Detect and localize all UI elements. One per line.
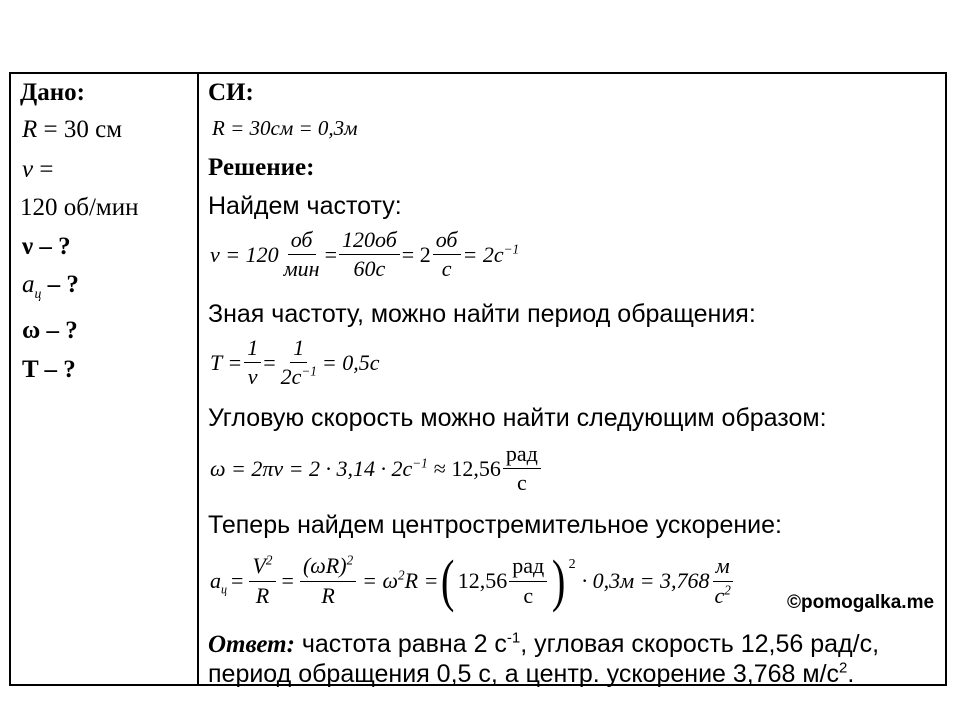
formula-angular-velocity: $\omega = 2\pi\nu = 2 \cdot 3,14 \cdot 2с^{-1}$ ≈ 12,56 $\frac{\text{рад}}{с}$ [210, 442, 543, 495]
given-frequency-value: 120 об/мин [20, 194, 139, 221]
find-angular-velocity: ω – ? [22, 317, 78, 344]
step-find-frequency: Найдем частоту: [208, 192, 402, 220]
given-frequency-label: ν = [22, 156, 54, 183]
si-formula: R = 30см = 0,3м [212, 116, 358, 140]
formula-centripetal-acceleration: $a_ц$ = $\frac{V^2}{R}$ = $\frac{(\omega R)^2}{R}$ = $\omega^2R$ = ( 12,56 $\frac{\text{рад}}{с}$ ) $^2$ · 0,3м = 3,768 $\frac{м}{с^2}$ [210, 548, 731, 613]
formula-period: T = $\frac{1}{\nu}$ = $\frac{1}{2с^{-1}}$ = 0,5с [210, 335, 380, 390]
formula-frequency: ν = 120 $\frac{об}{\text{мин}}$ = $\frac{120об}{60с}$ = 2 $\frac{об}{с}$ = $2с^{-1}$ [210, 227, 520, 282]
answer-line-1: Ответ: частота равна 2 $с^{-1}$, угловая скорость 12,56 рад/с, [208, 629, 880, 658]
given-header: Дано: [20, 79, 85, 106]
step-find-angular-velocity: Угловую скорость можно найти следующим образом: [208, 404, 827, 432]
watermark: ©pomogalka.me [787, 592, 935, 613]
answer-line-2: период обращения 0,5 с, а центр. ускорение 3,768 $м/с^2$. [208, 659, 855, 688]
find-period: T – ? [22, 356, 76, 383]
given-radius: R = 30 см [22, 116, 123, 143]
si-header: СИ: [208, 79, 254, 106]
step-find-centripetal-acceleration: Теперь найдем центростремительное ускорение: [208, 511, 782, 539]
column-divider [197, 72, 199, 686]
solution-header: Решение: [208, 154, 315, 181]
find-frequency: ν – ? [22, 233, 71, 260]
step-find-period: Зная частоту, можно найти период обращения: [208, 300, 756, 328]
find-centripetal-acceleration: $a_ц$ – ? [22, 271, 79, 301]
